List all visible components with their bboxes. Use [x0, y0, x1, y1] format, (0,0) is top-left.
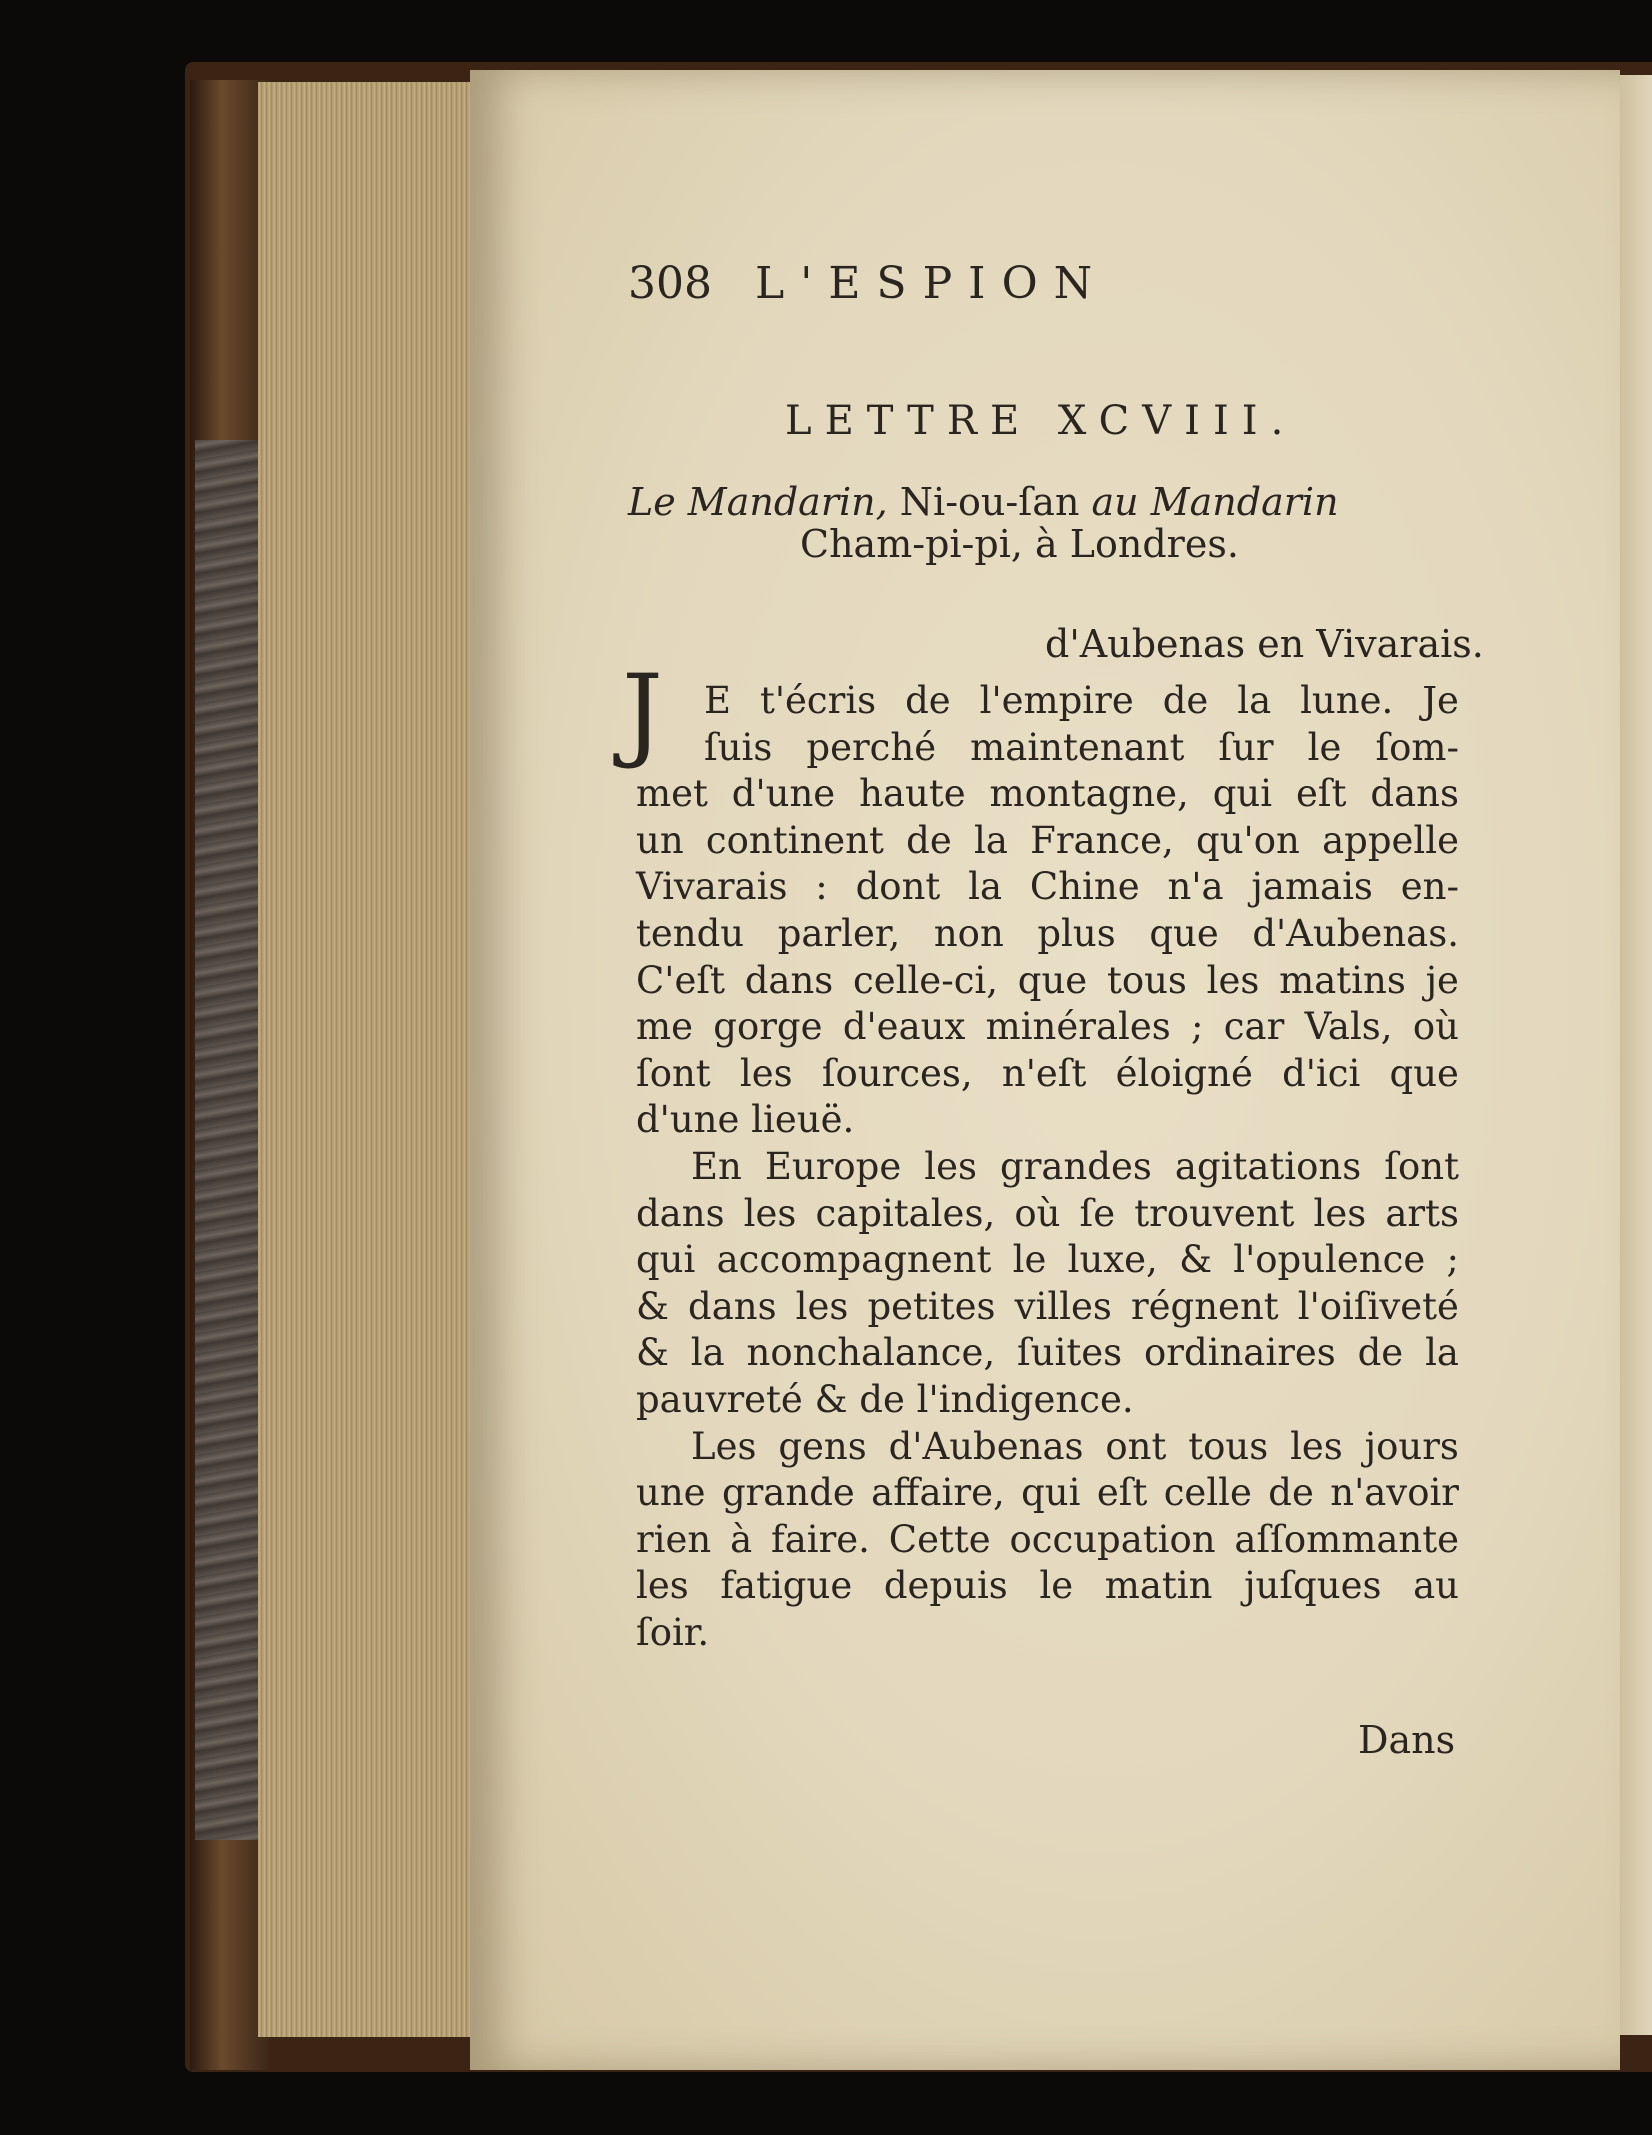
word: ordinaires [1144, 1331, 1336, 1375]
word: d'ici [1282, 1051, 1361, 1095]
text-line [636, 1517, 1459, 1564]
word: les [739, 1051, 793, 1095]
word: villes [1014, 1284, 1112, 1328]
word: rien [636, 1517, 712, 1561]
word: de [1268, 1471, 1314, 1515]
letter-body [636, 678, 1459, 1656]
text-line [636, 1051, 1459, 1098]
word: n'eſt [1001, 1051, 1087, 1095]
word: Les [691, 1424, 757, 1468]
page-number: 308 [628, 258, 712, 309]
word: ; [1191, 1005, 1204, 1049]
word: grandes [1000, 1144, 1152, 1188]
word: où [1014, 1191, 1061, 1235]
word: que [1149, 911, 1219, 955]
marbled-binding [195, 440, 265, 1840]
word: capitales, [815, 1191, 996, 1235]
word: en- [1400, 865, 1459, 909]
catchword: Dans [1358, 1718, 1456, 1762]
word: depuis [883, 1564, 1008, 1608]
page-edges [258, 82, 482, 2037]
word: l'oiſiveté [1297, 1284, 1459, 1328]
word: jours [1364, 1424, 1459, 1468]
word: ſur [1218, 725, 1274, 769]
text-line [636, 911, 1459, 958]
word: d'Aubenas [888, 1424, 1084, 1468]
word: celle-ci, [853, 958, 999, 1002]
word: d'Aubenas. [1252, 911, 1459, 955]
word: qu'on [1196, 818, 1300, 862]
word: & [636, 1284, 669, 1328]
word: le [1012, 1238, 1047, 1282]
letter-address-line-1 [628, 480, 1339, 524]
text-line [636, 1563, 1459, 1610]
word: nonchalance, [746, 1331, 996, 1375]
word: celle [1163, 1471, 1252, 1515]
word: jamais [1251, 865, 1373, 909]
word: grande [721, 1471, 855, 1515]
word: n'avoir [1330, 1471, 1459, 1515]
word: de [906, 818, 952, 862]
word: dont [855, 865, 941, 909]
word: l'opulence [1233, 1238, 1426, 1282]
word: eſt [1296, 772, 1347, 816]
word: la [968, 865, 1003, 909]
word: juſques [1244, 1564, 1382, 1608]
word: ſom- [1375, 725, 1459, 769]
text-line [636, 818, 1459, 865]
word: ſuites [1017, 1331, 1123, 1375]
word: tous [1188, 1424, 1269, 1468]
word: C'eſt [636, 958, 725, 1002]
word: dans [636, 1191, 725, 1235]
word: accompagnent [716, 1238, 992, 1282]
word: Chine [1029, 865, 1140, 909]
word: lune. [1300, 679, 1394, 722]
word: fatigue [720, 1564, 853, 1608]
word: Vivarais [636, 865, 788, 909]
word: que [1389, 1051, 1459, 1095]
word: ; [1446, 1238, 1459, 1282]
word: appelle [1322, 818, 1459, 862]
word: En [691, 1144, 742, 1188]
word: t'écris [759, 679, 877, 722]
drop-cap: J [622, 653, 663, 772]
word: petites [867, 1284, 996, 1328]
letter-address-line-2: Cham-pi-pi, à Londres. [800, 522, 1239, 566]
word: arts [1385, 1191, 1459, 1235]
word: la [1237, 679, 1272, 722]
word: maintenant [970, 725, 1185, 769]
word: ſe [1079, 1191, 1116, 1235]
text-line [636, 1004, 1459, 1051]
text-line [636, 1144, 1459, 1191]
word: affaire, [871, 1471, 1005, 1515]
word: les [1206, 958, 1260, 1002]
word: je [1425, 958, 1459, 1002]
word: continent [705, 818, 884, 862]
word: minérales [985, 1005, 1171, 1049]
word: le [1307, 725, 1342, 769]
word: agitations [1174, 1144, 1362, 1188]
text-line: ſoir. [636, 1610, 710, 1654]
word: où [1412, 1005, 1459, 1049]
word: E [704, 679, 732, 722]
word: les [1290, 1424, 1343, 1468]
word: la [1425, 1331, 1459, 1375]
text-line: pauvreté & de l'indigence. [636, 1377, 1134, 1421]
word: haute [859, 772, 966, 816]
word: la [973, 818, 1008, 862]
word: : [815, 865, 828, 909]
word: à [730, 1517, 753, 1561]
word: que [1017, 958, 1088, 1002]
address-part-b: Ni-ou-ſan [899, 480, 1080, 524]
word: l'empire [979, 679, 1134, 722]
text-line [636, 958, 1459, 1005]
word: France, [1030, 818, 1174, 862]
word: de [905, 679, 951, 722]
address-part-a: Le Mandarin, [628, 480, 888, 524]
word: Vals, [1304, 1005, 1393, 1049]
address-part-c: au Mandarin [1091, 480, 1339, 524]
word: au [1413, 1564, 1459, 1608]
word: les [1313, 1191, 1367, 1235]
word: Cette [888, 1517, 991, 1561]
text-line: d'une lieuë. [636, 1098, 855, 1142]
word: éloigné [1115, 1051, 1253, 1095]
word: ſont [1384, 1144, 1459, 1188]
text-line [636, 1191, 1459, 1238]
letter-place: d'Aubenas en Vivarais. [1045, 622, 1484, 666]
word: tous [1106, 958, 1187, 1002]
word: les [636, 1564, 689, 1608]
word: de [1357, 1331, 1404, 1375]
word: les [924, 1144, 978, 1188]
word: qui [1212, 772, 1273, 816]
text-line [636, 725, 1459, 772]
word: & [636, 1331, 669, 1375]
word: tendu [636, 911, 745, 955]
word: parler, [777, 911, 901, 955]
text-line [636, 1424, 1459, 1471]
word: occupation [1009, 1517, 1216, 1561]
word: matin [1104, 1564, 1213, 1608]
word: un [636, 818, 684, 862]
word: perché [806, 725, 937, 769]
text-line [636, 1237, 1459, 1284]
word: aſſommante [1234, 1517, 1459, 1561]
word: matins [1279, 958, 1406, 1002]
text-line [636, 1284, 1459, 1331]
word: luxe, [1067, 1238, 1158, 1282]
word: le [1039, 1564, 1074, 1608]
word: les [743, 1191, 797, 1235]
word: dans [1370, 772, 1459, 816]
word: d'une [731, 772, 836, 816]
word: régnent [1130, 1284, 1279, 1328]
running-title: L'ESPION [755, 258, 1109, 309]
word: dans [688, 1284, 777, 1328]
word: qui [636, 1238, 696, 1282]
word: montagne, [989, 772, 1189, 816]
word: eſt [1096, 1471, 1148, 1515]
word: gens [778, 1424, 867, 1468]
text-line [636, 1470, 1459, 1517]
word: me [636, 1005, 693, 1049]
text-line [636, 864, 1459, 911]
word: trouvent [1134, 1191, 1295, 1235]
word: met [636, 772, 708, 816]
word: car [1223, 1005, 1285, 1049]
word: faire. [771, 1517, 870, 1561]
word: plus [1037, 911, 1116, 955]
word: la [690, 1331, 725, 1375]
word: ont [1105, 1424, 1167, 1468]
text-line [636, 771, 1459, 818]
letter-title: LETTRE XCVIII. [785, 398, 1297, 444]
word: les [795, 1284, 849, 1328]
word: n'a [1167, 865, 1224, 909]
word: de [1162, 679, 1209, 722]
text-line [636, 1330, 1459, 1377]
word: Je [1422, 679, 1459, 722]
word: ſources, [821, 1051, 973, 1095]
text-line [636, 678, 1459, 725]
word: & [1179, 1238, 1212, 1282]
word: gorge [713, 1005, 823, 1049]
word: ſont [636, 1051, 711, 1095]
word: dans [744, 958, 834, 1002]
word: Europe [764, 1144, 902, 1188]
word: une [636, 1471, 706, 1515]
word: qui [1021, 1471, 1081, 1515]
word: non [933, 911, 1004, 955]
word: d'eaux [842, 1005, 966, 1049]
word: ſuis [704, 725, 773, 769]
